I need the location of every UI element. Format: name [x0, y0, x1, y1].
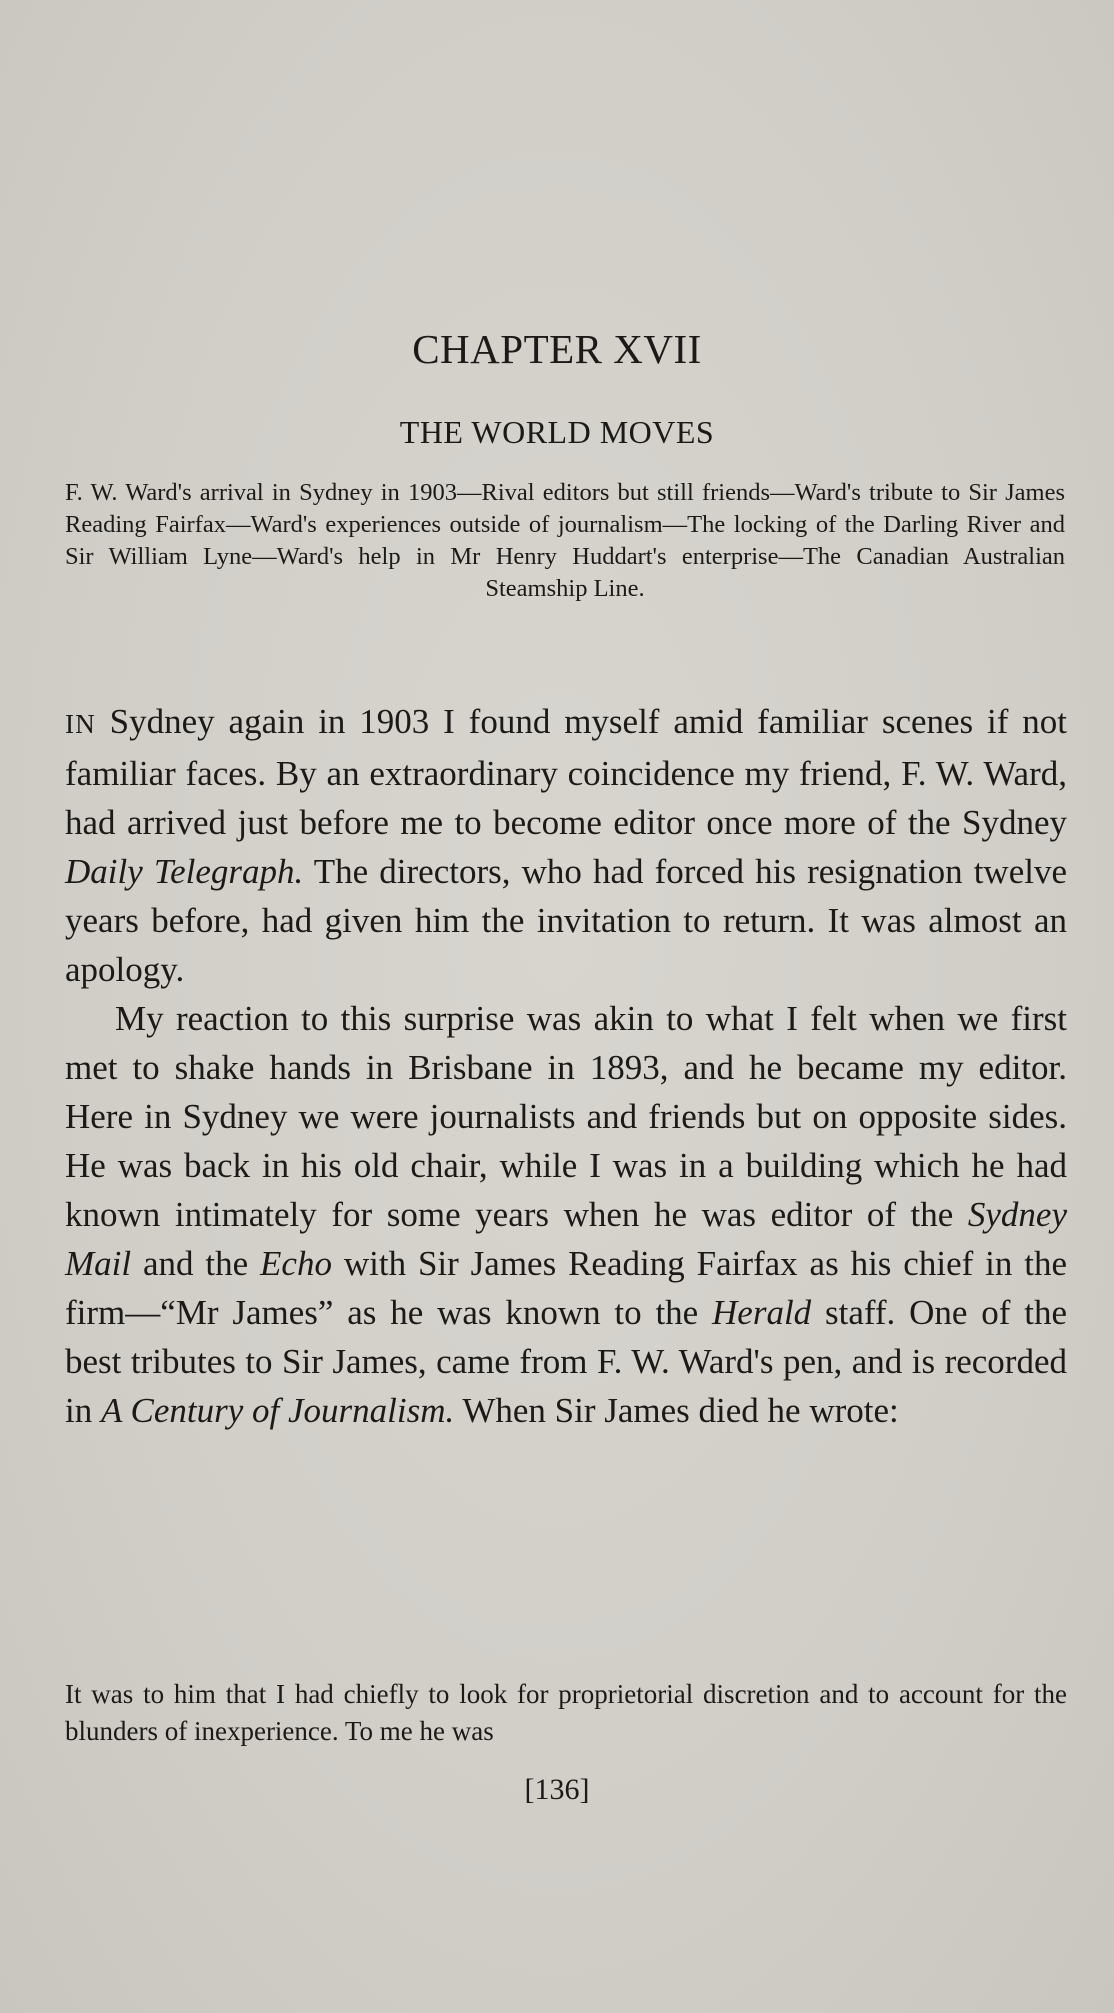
paragraph-2 [65, 994, 1067, 1435]
paragraph-2-text-d: staff. One of the best tributes to Sir James, came from F. W. Ward's pen, and is recorded in [65, 1293, 1067, 1430]
paragraph-2-text-b: and the [131, 1244, 261, 1283]
chapter-title: THE WORLD MOVES [399, 414, 715, 450]
paragraph-2-text-c: with Sir James Reading Fairfax as his chief in the firm—“Mr James” as he was known to the [65, 1244, 1067, 1332]
paragraph-1 [65, 697, 1067, 994]
paragraph-1-italic: Daily Telegraph. [65, 852, 304, 891]
paragraph-2-italic-1: Sydney Mail [65, 1195, 1067, 1283]
body-text [65, 697, 1067, 1435]
paragraph-1-text-a: Sydney again in 1903 I found myself amid familiar scenes if not familiar faces. By an extraordinary coincidence my friend, F. W. Ward, had arrived just before me to become editor once more of the Sydney [65, 702, 1067, 842]
paragraph-2-italic-4: A Century of Journalism. [100, 1391, 455, 1430]
block-quote: It was to him that I had chiefly to look for proprietorial discretion and to account for the blunders of inexperience. To me he was [65, 1679, 1067, 1746]
paragraph-2-text-e: When Sir James died he wrote: [454, 1391, 899, 1430]
page-number: [136] [524, 1773, 590, 1806]
paragraph-2-italic-2: Echo [260, 1244, 332, 1283]
chapter-synopsis: F. W. Ward's arrival in Sydney in 1903—Rival editors but still friends—Ward's tribute to Sir James Reading Fairfax—Ward's experiences outside of journalism—The locking of the Darling River and Sir William Lyne—Ward's help in Mr Henry Huddart's enterprise—The Canadian Australian Steamship Line. [65, 479, 1065, 602]
chapter-number: CHAPTER XVII [412, 326, 702, 372]
paragraph-2-italic-3: Herald [712, 1293, 812, 1332]
paragraph-lead: IN [65, 709, 96, 739]
paragraph-2-text-a: My reaction to this surprise was akin to what I felt when we first met to shake hands in Brisbane in 1893, and he became my editor. Here in Sydney we were journalists and friends but on opposite sides. He was back in his old chair, while I was in a building which he had known intimately for some years when he was editor of the [65, 999, 1067, 1234]
paragraph-1-text-b: The directors, who had forced his resignation twelve years before, had given him the invitation to return. It was almost an apology. [65, 852, 1067, 989]
